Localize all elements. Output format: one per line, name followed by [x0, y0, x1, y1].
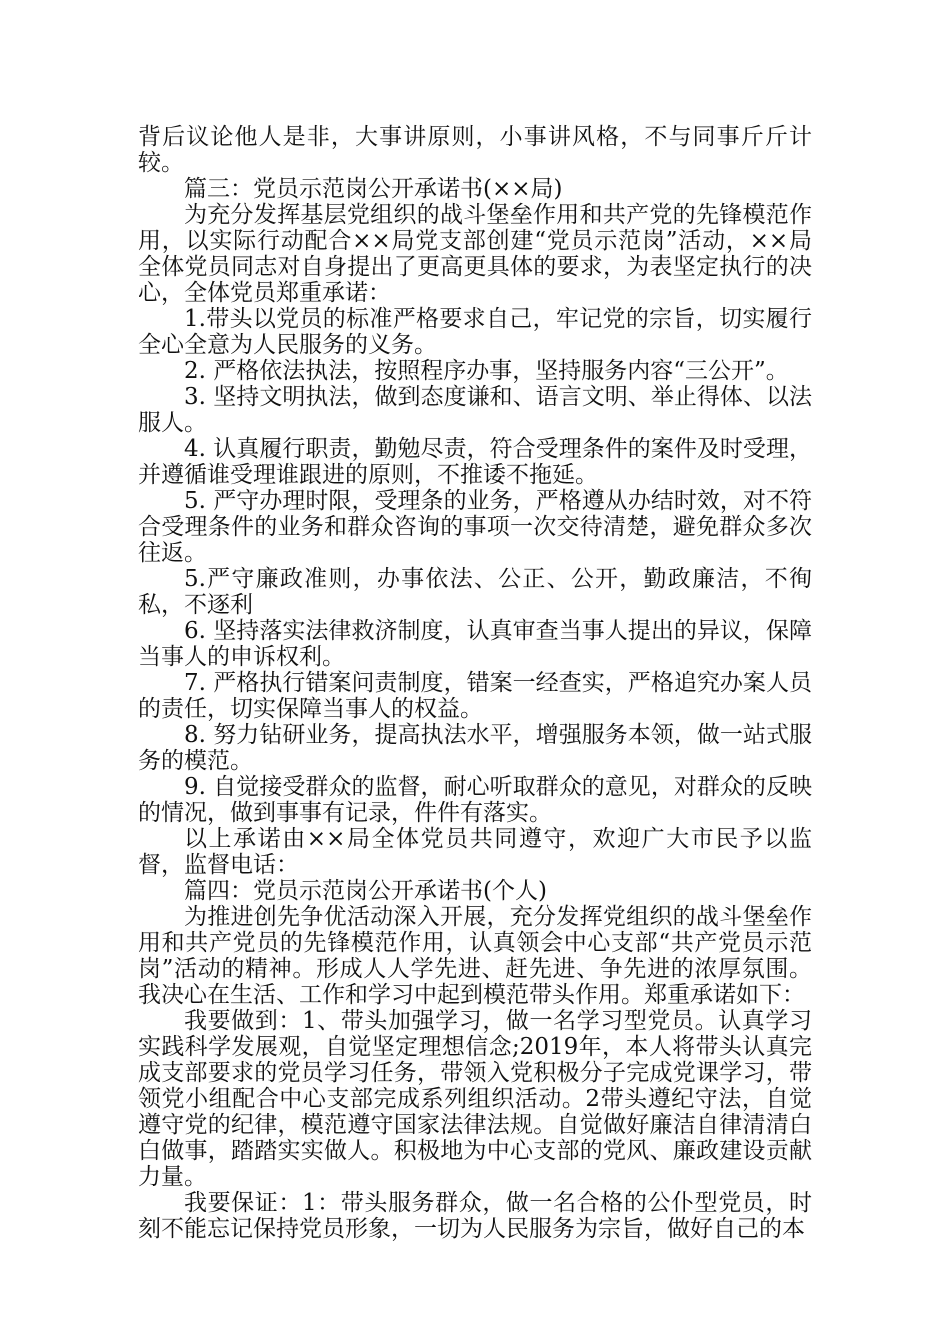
- pledge-item-2: 2. 严格依法执法，按照程序办事，坚持服务内容“三公开”。: [184, 358, 789, 384]
- pledge-item-4: 4. 认真履行职责，勤勉尽责，符合受理条件的案件及时受理，并遵循谁受理谁跟进的原则，不推诿不拖延。: [138, 436, 812, 488]
- pledge-item-7: 7. 严格执行错案问责制度，错案一经查实，严格追究办案人员的责任，切实保障当事人的权益。: [138, 670, 812, 722]
- pledge-item-5b: 5.严守廉政准则，办事依法、公正、公开，勤政廉洁，不徇私，不逐利: [138, 566, 812, 618]
- section-heading-3: 篇三：党员示范岗公开承诺书(××局): [184, 176, 563, 202]
- paragraph-personal-intro: 为推进创先争优活动深入开展，充分发挥党组织的战斗堡垒作用和共产党员的先锋模范作用，认真领会中心支部“共产党员示范岗”活动的精神。形成人人学先进、赶先进、争先进的浓厚氛围。我决心在生活、工作和学习中起到模范带头作用。郑重承诺如下：: [138, 904, 812, 1008]
- paragraph-commitment-do: 我要做到：1、带头加强学习，做一名学习型党员。认真学习实践科学发展观，自觉坚定理想信念;2019年，本人将带头认真完成支部要求的党员学习任务，带领入党积极分子完成党课学习，带领党小组配合中心支部完成系列组织活动。2带头遵纪守法，自觉遵守党的纪律，模范遵守国家法律法规。自觉做好廉洁自律清清白白做事，踏踏实实做人。积极地为中心支部的党风、廉政建设贡献力量。: [138, 1008, 812, 1190]
- document-body: [138, 124, 812, 1242]
- section-heading-4: 篇四：党员示范岗公开承诺书(个人): [184, 878, 547, 904]
- pledge-item-1: 1.带头以党员的标准严格要求自己，牢记党的宗旨，切实履行全心全意为人民服务的义务。: [138, 306, 812, 358]
- paragraph-intro: 为充分发挥基层党组织的战斗堡垒作用和共产党的先锋模范作用，以实际行动配合××局党支部创建“党员示范岗”活动，××局全体党员同志对自身提出了更高更具体的要求，为表坚定执行的决心，全体党员郑重承诺：: [138, 202, 812, 306]
- paragraph-commitment-guarantee: 我要保证：1：带头服务群众，做一名合格的公仆型党员，时刻不能忘记保持党员形象，一切为人民服务为宗旨，做好自己的本: [138, 1190, 812, 1242]
- paragraph-supervision: 以上承诺由××局全体党员共同遵守，欢迎广大市民予以监督，监督电话：: [138, 826, 812, 878]
- paragraph-continuation: 背后议论他人是非，大事讲原则，小事讲风格，不与同事斤斤计较。: [138, 124, 812, 176]
- pledge-item-5a: 5. 严守办理时限，受理条的业务，严格遵从办结时效，对不符合受理条件的业务和群众咨询的事项一次交待清楚，避免群众多次往返。: [138, 488, 812, 566]
- pledge-item-6: 6. 坚持落实法律救济制度，认真审查当事人提出的异议，保障当事人的申诉权利。: [138, 618, 812, 670]
- pledge-item-8: 8. 努力钻研业务，提高执法水平，增强服务本领，做一站式服务的模范。: [138, 722, 812, 774]
- pledge-item-3: 3. 坚持文明执法，做到态度谦和、语言文明、举止得体、以法服人。: [138, 384, 812, 436]
- pledge-item-9: 9. 自觉接受群众的监督，耐心听取群众的意见，对群众的反映的情况，做到事事有记录，件件有落实。: [138, 774, 812, 826]
